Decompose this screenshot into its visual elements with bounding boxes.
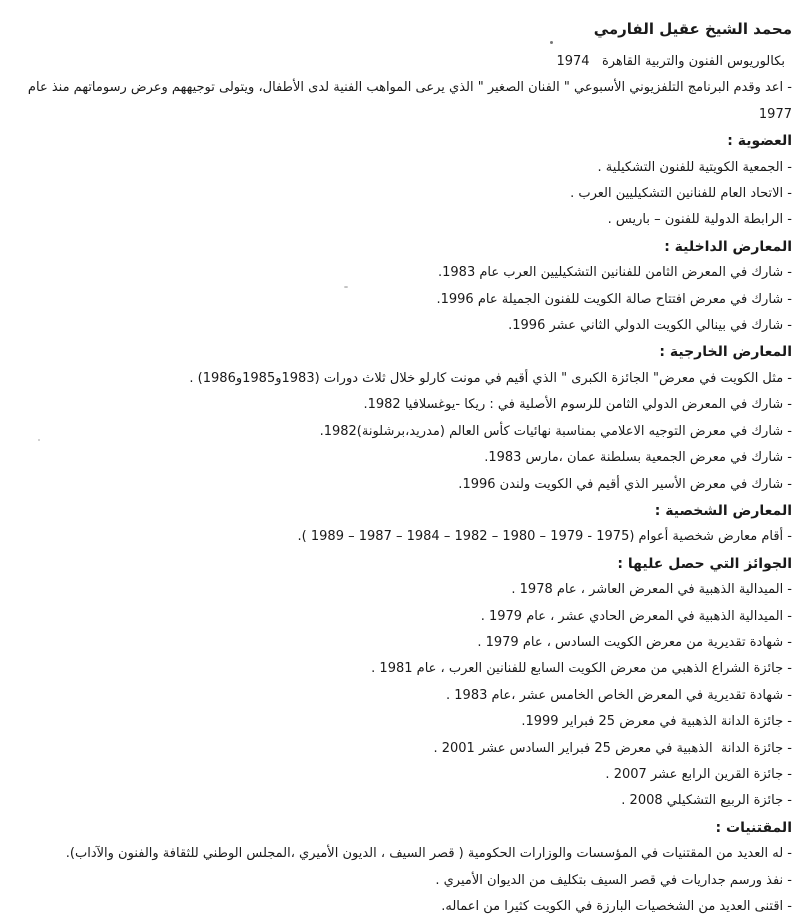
scan-speck (550, 41, 553, 44)
list-item: - اقتنى العديد من الشخصيات البارزة في الكويت كثيرا من اعماله. (441, 899, 792, 914)
list-item: - جائزة الدانة الذهبية في معرض 25 فبراير السادس عشر 2001 . (433, 740, 792, 756)
list-item: - الجمعية الكويتية للفنون التشكيلية . (597, 159, 792, 175)
list-item: - الرابطة الدولية للفنون – باريس . (607, 212, 792, 228)
list-item: - شهادة تقديرية في المعرض الخاص الخامس عشر ،عام 1983 . (446, 687, 792, 703)
list-item: - مثل الكويت في معرض" الجائزة الكبرى " الذي أقيم في مونت كارلو خلال ثلاث دورات (1983و1985و1986) . (189, 370, 792, 386)
list-item: - جائزة الشراع الذهبي من معرض الكويت السابع للفنانين العرب ، عام 1981 . (371, 661, 792, 677)
list-item: - شارك في معرض الأسير الذي أقيم في الكويت ولندن 1996. (458, 476, 792, 492)
list-item: - أقام معارض شخصية أعوام (1975 - 1979 – 1980 – 1982 – 1984 – 1987 – 1989 ). (297, 529, 792, 545)
list-item: - جائزة الربيع التشكيلي 2008 . (621, 793, 792, 809)
list-item: - شارك في المعرض الدولي الثامن للرسوم الأصلية في : ريكا -يوغسلافيا 1982. (363, 397, 792, 413)
education-line: بكالوريوس الفنون والتربية القاهرة 1974 (556, 54, 785, 69)
page-title: محمد الشيخ عقيل الفارمي (593, 20, 792, 38)
list-item: - شارك في معرض افتتاح صالة الكويت للفنون الجميلة عام 1996. (436, 291, 792, 307)
section-heading-personal-exhibitions: المعارض الشخصية : (654, 502, 792, 519)
section-heading-acquisitions: المقتنيات : (715, 819, 792, 836)
list-item: - له العديد من المقتنيات في المؤسسات والوزارات الحكومية ( قصر السيف ، الديون الأميري ،المجلس الوطني للثقافة والفنون والآداب). (65, 846, 792, 862)
list-item: - شارك في معرض التوجيه الاعلامي بمناسبة نهائيات كأس العالم (مدريد،برشلونة)1982. (319, 423, 792, 439)
scan-speck (38, 439, 40, 441)
section-heading-membership: العضوية : (727, 133, 792, 150)
section-heading-local-exhibitions: المعارض الداخلية : (664, 238, 792, 255)
list-item: - جائزة القرين الرابع عشر 2007 . (605, 766, 792, 782)
list-item: - نفذ ورسم جداريات في قصر السيف بتكليف من الديوان الأميري . (435, 872, 792, 888)
section-heading-external-exhibitions: المعارض الخارجية : (659, 344, 792, 361)
section-heading-awards: الجوائز التي حصل عليها : (617, 555, 792, 572)
intro-item: - اعد وقدم البرنامج التلفزيوني الأسبوعي " الفنان الصغير " الذي يرعى المواهب الفنية لدى الأطفال، ويتولى توجيههم وعرض رسوماتهم منذ عام 1977 (23, 80, 792, 122)
list-item: - شهادة تقديرية من معرض الكويت السادس ، عام 1979 . (477, 634, 792, 650)
scan-speck (344, 286, 348, 288)
list-item: - شارك في المعرض الثامن للفنانين التشكيليين العرب عام 1983. (437, 265, 792, 281)
list-item: - شارك في معرض الجمعية بسلطنة عمان ،مارس 1983. (484, 450, 792, 466)
list-item: - الاتحاد العام للفنانين التشكيليين العرب . (570, 186, 792, 202)
list-item: - شارك في بينالي الكويت الدولي الثاني عشر 1996. (508, 318, 792, 334)
list-item: - الميدالية الذهبية في المعرض العاشر ، عام 1978 . (511, 582, 792, 598)
list-item: - الميدالية الذهبية في المعرض الحادي عشر ، عام 1979 . (480, 608, 792, 624)
list-item: - جائزة الدانة الذهبية في معرض 25 فبراير 1999. (521, 714, 792, 730)
